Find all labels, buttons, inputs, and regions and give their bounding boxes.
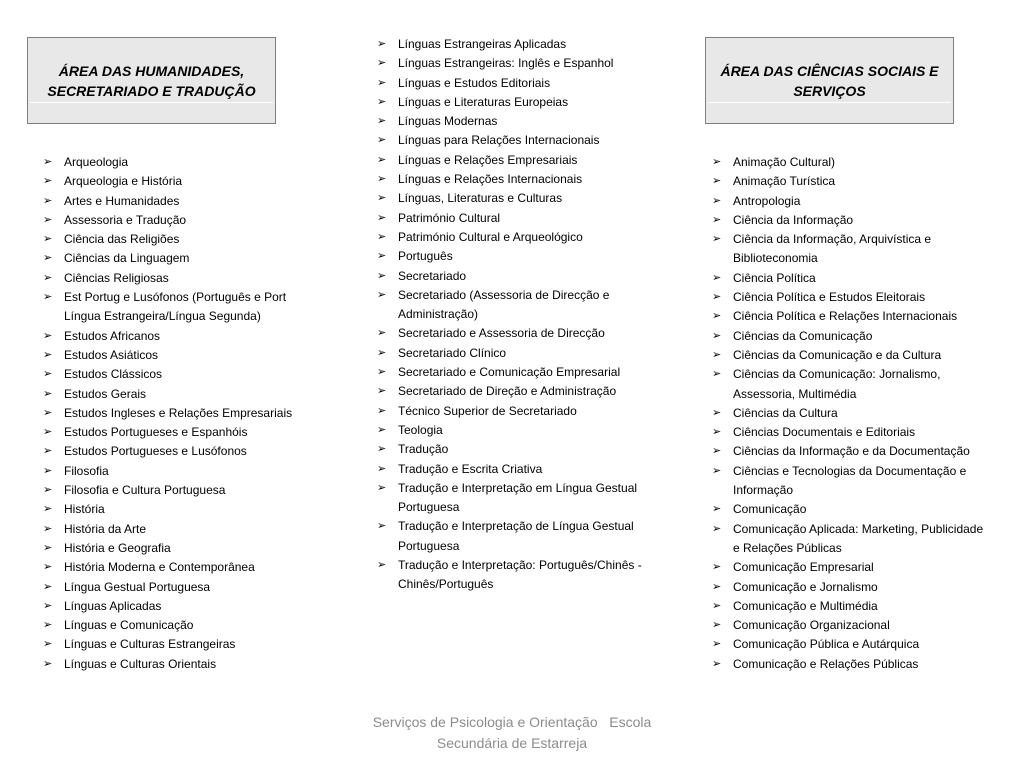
course-name: História Moderna e Contemporânea bbox=[64, 560, 255, 575]
arrow-bullet-icon: ➢ bbox=[43, 541, 53, 554]
arrow-bullet-icon: ➢ bbox=[377, 520, 387, 533]
course-name: Ciências da Comunicação e da Cultura bbox=[733, 347, 942, 362]
list-item bbox=[712, 423, 992, 442]
list-item bbox=[377, 344, 657, 363]
list-item bbox=[43, 423, 308, 442]
arrow-bullet-icon: ➢ bbox=[377, 559, 387, 572]
humanities-course-list bbox=[43, 153, 308, 674]
course-name: Teologia bbox=[398, 422, 443, 437]
arrow-bullet-icon: ➢ bbox=[43, 426, 53, 439]
arrow-bullet-icon: ➢ bbox=[712, 175, 722, 188]
arrow-bullet-icon: ➢ bbox=[43, 464, 53, 477]
arrow-bullet-icon: ➢ bbox=[43, 175, 53, 188]
list-item bbox=[377, 54, 657, 73]
course-name: Tradução e Escrita Criativa bbox=[398, 461, 543, 476]
arrow-bullet-icon: ➢ bbox=[712, 233, 722, 246]
course-name: Tradução bbox=[398, 442, 449, 457]
arrow-bullet-icon: ➢ bbox=[377, 250, 387, 263]
arrow-bullet-icon: ➢ bbox=[712, 213, 722, 226]
list-item bbox=[43, 578, 308, 597]
list-item bbox=[43, 230, 308, 249]
arrow-bullet-icon: ➢ bbox=[712, 638, 722, 651]
course-name: Ciências da Informação e da Documentação bbox=[733, 444, 970, 459]
course-name: Ciências da Comunicação bbox=[733, 328, 873, 343]
course-name: Secretariado Clínico bbox=[398, 345, 507, 360]
course-name: Arqueologia bbox=[64, 155, 129, 169]
arrow-bullet-icon: ➢ bbox=[712, 657, 722, 670]
list-item bbox=[43, 211, 308, 230]
arrow-bullet-icon: ➢ bbox=[43, 638, 53, 651]
humanities-area-title: ÁREA DAS HUMANIDADES, SECRETARIADO E TRADUÇÃO bbox=[47, 62, 256, 99]
arrow-bullet-icon: ➢ bbox=[377, 269, 387, 282]
list-item bbox=[712, 230, 992, 269]
list-item bbox=[377, 209, 657, 228]
arrow-bullet-icon: ➢ bbox=[712, 271, 722, 284]
arrow-bullet-icon: ➢ bbox=[43, 291, 53, 304]
list-item bbox=[712, 404, 992, 423]
list-item bbox=[377, 189, 657, 208]
course-name: Comunicação Aplicada: Marketing, Publicidade e Relações Públicas bbox=[733, 521, 984, 555]
arrow-bullet-icon: ➢ bbox=[712, 580, 722, 593]
arrow-bullet-icon: ➢ bbox=[43, 271, 53, 284]
list-item bbox=[377, 93, 657, 112]
list-item bbox=[377, 35, 657, 54]
arrow-bullet-icon: ➢ bbox=[43, 522, 53, 535]
list-item bbox=[377, 440, 657, 459]
footer-line-2: Secundária de Estarreja bbox=[436, 735, 588, 751]
arrow-bullet-icon: ➢ bbox=[712, 522, 722, 535]
list-item bbox=[712, 635, 992, 654]
arrow-bullet-icon: ➢ bbox=[43, 657, 53, 670]
course-name: Línguas Modernas bbox=[398, 114, 498, 129]
course-name: Línguas e Culturas Estrangeiras bbox=[64, 637, 236, 652]
course-name: Filosofia bbox=[64, 463, 109, 478]
arrow-bullet-icon: ➢ bbox=[377, 423, 387, 436]
course-name: Estudos Clássicos bbox=[64, 367, 163, 382]
arrow-bullet-icon: ➢ bbox=[43, 348, 53, 361]
course-name: Secretariado de Direção e Administração bbox=[398, 384, 617, 399]
arrow-bullet-icon: ➢ bbox=[712, 561, 722, 574]
arrow-bullet-icon: ➢ bbox=[43, 503, 53, 516]
course-name: Secretariado e Assessoria de Direcção bbox=[398, 326, 605, 341]
course-name: Património Cultural bbox=[398, 210, 501, 225]
course-name: Filosofia e Cultura Portuguesa bbox=[64, 483, 226, 498]
course-name: Antropologia bbox=[733, 193, 801, 208]
arrow-bullet-icon: ➢ bbox=[377, 115, 387, 128]
list-item bbox=[377, 286, 657, 325]
arrow-bullet-icon: ➢ bbox=[712, 503, 722, 516]
list-item bbox=[43, 442, 308, 461]
list-item bbox=[712, 288, 992, 307]
list-item bbox=[377, 517, 657, 556]
list-item bbox=[377, 267, 657, 286]
list-item bbox=[712, 153, 992, 172]
course-name: Ciência da Informação bbox=[733, 212, 854, 227]
course-name: Secretariado bbox=[398, 268, 467, 283]
arrow-bullet-icon: ➢ bbox=[43, 252, 53, 265]
course-name: Técnico Superior de Secretariado bbox=[398, 403, 577, 418]
arrow-bullet-icon: ➢ bbox=[377, 462, 387, 475]
course-name: Comunicação Empresarial bbox=[733, 560, 874, 575]
social-sciences-area-title: ÁREA DAS CIÊNCIAS SOCIAIS E SERVIÇOS bbox=[720, 62, 939, 99]
list-item bbox=[377, 402, 657, 421]
course-name: Línguas, Literaturas e Culturas bbox=[398, 191, 563, 206]
arrow-bullet-icon: ➢ bbox=[712, 406, 722, 419]
list-item bbox=[377, 151, 657, 170]
arrow-bullet-icon: ➢ bbox=[43, 213, 53, 226]
course-name: Artes e Humanidades bbox=[64, 193, 180, 208]
list-item bbox=[712, 520, 992, 559]
list-item bbox=[43, 520, 308, 539]
course-name: Estudos Asiáticos bbox=[64, 347, 159, 362]
course-name: Arqueologia e História bbox=[64, 174, 183, 189]
list-item bbox=[712, 211, 992, 230]
list-item bbox=[43, 327, 308, 346]
course-name: Estudos Africanos bbox=[64, 328, 161, 343]
course-name: Línguas e Comunicação bbox=[64, 618, 194, 633]
arrow-bullet-icon: ➢ bbox=[712, 310, 722, 323]
arrow-bullet-icon: ➢ bbox=[43, 580, 53, 593]
arrow-bullet-icon: ➢ bbox=[43, 194, 53, 207]
course-name: Línguas e Culturas Orientais bbox=[64, 656, 217, 671]
list-item bbox=[712, 365, 992, 404]
course-name: Estudos Portugueses e Espanhóis bbox=[64, 425, 248, 440]
list-item bbox=[43, 269, 308, 288]
arrow-bullet-icon: ➢ bbox=[377, 385, 387, 398]
course-name: Línguas Aplicadas bbox=[64, 598, 162, 613]
arrow-bullet-icon: ➢ bbox=[712, 156, 722, 168]
course-name: Ciências e Tecnologias da Documentação e Informação bbox=[733, 463, 967, 498]
course-name: Línguas Estrangeiras Aplicadas bbox=[398, 37, 567, 51]
list-item bbox=[712, 172, 992, 191]
course-name: Secretariado e Comunicação Empresarial bbox=[398, 365, 621, 380]
course-name: Animação Turística bbox=[733, 174, 836, 189]
list-item bbox=[43, 385, 308, 404]
list-item bbox=[712, 558, 992, 577]
arrow-bullet-icon: ➢ bbox=[377, 366, 387, 379]
arrow-bullet-icon: ➢ bbox=[712, 194, 722, 207]
course-name: Secretariado (Assessoria de Direcção e Administração) bbox=[398, 287, 610, 322]
arrow-bullet-icon: ➢ bbox=[377, 327, 387, 340]
arrow-bullet-icon: ➢ bbox=[377, 481, 387, 494]
course-name: Tradução e Interpretação de Língua Gestual Portuguesa bbox=[398, 519, 634, 553]
course-name: Línguas e Estudos Editoriais bbox=[398, 75, 551, 90]
list-item bbox=[712, 327, 992, 346]
list-item bbox=[43, 249, 308, 268]
arrow-bullet-icon: ➢ bbox=[377, 230, 387, 243]
arrow-bullet-icon: ➢ bbox=[712, 368, 722, 381]
list-item bbox=[43, 635, 308, 654]
list-item bbox=[712, 462, 992, 501]
list-item bbox=[377, 247, 657, 266]
arrow-bullet-icon: ➢ bbox=[43, 156, 53, 168]
course-name: Ciências da Linguagem bbox=[64, 251, 190, 266]
arrow-bullet-icon: ➢ bbox=[712, 348, 722, 361]
course-name: Ciência Política e Estudos Eleitorais bbox=[733, 290, 926, 305]
course-name: Tradução e Interpretação: Português/Chinês - Chinês/Português bbox=[398, 558, 642, 592]
list-item bbox=[377, 131, 657, 150]
arrow-bullet-icon: ➢ bbox=[43, 484, 53, 497]
list-item bbox=[712, 597, 992, 616]
list-item bbox=[43, 481, 308, 500]
list-item bbox=[712, 500, 992, 519]
arrow-bullet-icon: ➢ bbox=[43, 619, 53, 632]
course-name: Ciências da Cultura bbox=[733, 405, 838, 420]
list-item bbox=[377, 363, 657, 382]
course-name: Comunicação Organizacional bbox=[733, 618, 890, 633]
list-item bbox=[377, 479, 657, 518]
arrow-bullet-icon: ➢ bbox=[712, 464, 722, 477]
arrow-bullet-icon: ➢ bbox=[377, 211, 387, 224]
course-name: Língua Gestual Portuguesa bbox=[64, 579, 211, 594]
list-item bbox=[377, 556, 657, 595]
arrow-bullet-icon: ➢ bbox=[712, 329, 722, 342]
list-item bbox=[43, 192, 308, 211]
arrow-bullet-icon: ➢ bbox=[43, 445, 53, 458]
course-name: Ciência Política e Relações Internacionais bbox=[733, 309, 958, 324]
course-name: Animação Cultural) bbox=[733, 155, 836, 169]
list-item bbox=[43, 365, 308, 384]
list-item bbox=[712, 346, 992, 365]
course-name: Estudos Gerais bbox=[64, 386, 147, 401]
arrow-bullet-icon: ➢ bbox=[43, 599, 53, 612]
arrow-bullet-icon: ➢ bbox=[712, 291, 722, 304]
arrow-bullet-icon: ➢ bbox=[377, 76, 387, 89]
course-name: Estudos Ingleses e Relações Empresariais bbox=[64, 405, 293, 420]
course-name: Tradução e Interpretação em Língua Gestual Portuguesa bbox=[398, 480, 638, 515]
list-item bbox=[712, 269, 992, 288]
arrow-bullet-icon: ➢ bbox=[377, 404, 387, 417]
course-name: Património Cultural e Arqueológico bbox=[398, 229, 583, 244]
course-name: História e Geografia bbox=[64, 540, 171, 555]
list-item bbox=[43, 153, 308, 172]
list-item bbox=[43, 616, 308, 635]
course-name: Est Portug e Lusófonos (Português e Port Língua Estrangeira/Língua Segunda) bbox=[64, 290, 287, 324]
course-name: Comunicação e Relações Públicas bbox=[733, 656, 919, 671]
course-name: Línguas e Relações Internacionais bbox=[398, 172, 583, 187]
list-item bbox=[712, 578, 992, 597]
arrow-bullet-icon: ➢ bbox=[377, 192, 387, 205]
arrow-bullet-icon: ➢ bbox=[43, 233, 53, 246]
arrow-bullet-icon: ➢ bbox=[377, 38, 387, 50]
arrow-bullet-icon: ➢ bbox=[377, 288, 387, 301]
list-item bbox=[43, 558, 308, 577]
list-item bbox=[43, 539, 308, 558]
list-item bbox=[43, 597, 308, 616]
course-name: Línguas para Relações Internacionais bbox=[398, 133, 600, 148]
course-name: Assessoria e Tradução bbox=[64, 212, 187, 227]
arrow-bullet-icon: ➢ bbox=[43, 406, 53, 419]
arrow-bullet-icon: ➢ bbox=[377, 57, 387, 70]
course-name: Línguas e Relações Empresariais bbox=[398, 152, 578, 167]
arrow-bullet-icon: ➢ bbox=[43, 387, 53, 400]
arrow-bullet-icon: ➢ bbox=[377, 346, 387, 359]
course-name: Ciência da Informação, Arquivística e Biblioteconomia bbox=[733, 232, 932, 266]
arrow-bullet-icon: ➢ bbox=[43, 561, 53, 574]
course-name: Ciências Documentais e Editoriais bbox=[733, 425, 916, 440]
arrow-bullet-icon: ➢ bbox=[712, 426, 722, 439]
list-item bbox=[43, 404, 308, 423]
list-item bbox=[377, 421, 657, 440]
list-item bbox=[712, 655, 992, 674]
course-name: Comunicação bbox=[733, 502, 807, 517]
humanities-course-list-continued bbox=[377, 35, 657, 595]
list-item bbox=[377, 228, 657, 247]
arrow-bullet-icon: ➢ bbox=[43, 329, 53, 342]
course-name: Línguas e Literaturas Europeias bbox=[398, 94, 569, 109]
list-item bbox=[377, 170, 657, 189]
course-name: Línguas Estrangeiras: Inglês e Espanhol bbox=[398, 56, 614, 71]
course-name: Ciências Religiosas bbox=[64, 270, 169, 285]
list-item bbox=[712, 192, 992, 211]
list-item bbox=[712, 307, 992, 326]
list-item bbox=[377, 460, 657, 479]
list-item bbox=[377, 112, 657, 131]
arrow-bullet-icon: ➢ bbox=[377, 173, 387, 186]
humanities-area-title-box bbox=[27, 37, 276, 124]
course-name: Comunicação e Jornalismo bbox=[733, 579, 878, 594]
arrow-bullet-icon: ➢ bbox=[43, 368, 53, 381]
list-item bbox=[377, 74, 657, 93]
list-item bbox=[43, 655, 308, 674]
list-item bbox=[377, 382, 657, 401]
arrow-bullet-icon: ➢ bbox=[712, 619, 722, 632]
course-name: Comunicação Pública e Autárquica bbox=[733, 637, 920, 652]
list-item bbox=[43, 288, 308, 327]
list-item bbox=[43, 462, 308, 481]
arrow-bullet-icon: ➢ bbox=[377, 95, 387, 108]
arrow-bullet-icon: ➢ bbox=[712, 445, 722, 458]
arrow-bullet-icon: ➢ bbox=[712, 599, 722, 612]
list-item bbox=[43, 172, 308, 191]
course-name: História bbox=[64, 502, 105, 517]
arrow-bullet-icon: ➢ bbox=[377, 134, 387, 147]
footer bbox=[350, 712, 674, 754]
course-name: Português bbox=[398, 249, 453, 264]
list-item bbox=[43, 346, 308, 365]
arrow-bullet-icon: ➢ bbox=[377, 443, 387, 456]
course-name: Ciência das Religiões bbox=[64, 232, 180, 247]
list-item bbox=[712, 616, 992, 635]
footer-line-1: Serviços de Psicologia e Orientação Escola bbox=[372, 714, 652, 730]
arrow-bullet-icon: ➢ bbox=[377, 153, 387, 166]
course-name: Ciência Política bbox=[733, 270, 816, 285]
course-name: História da Arte bbox=[64, 521, 147, 536]
list-item bbox=[377, 324, 657, 343]
social-sciences-course-list bbox=[712, 153, 992, 674]
course-name: Ciências da Comunicação: Jornalismo, Assessoria, Multimédia bbox=[733, 367, 941, 401]
course-name: Estudos Portugueses e Lusófonos bbox=[64, 444, 247, 459]
list-item bbox=[712, 442, 992, 461]
social-sciences-area-title-box bbox=[705, 37, 954, 124]
list-item bbox=[43, 500, 308, 519]
course-name: Comunicação e Multimédia bbox=[733, 598, 878, 613]
